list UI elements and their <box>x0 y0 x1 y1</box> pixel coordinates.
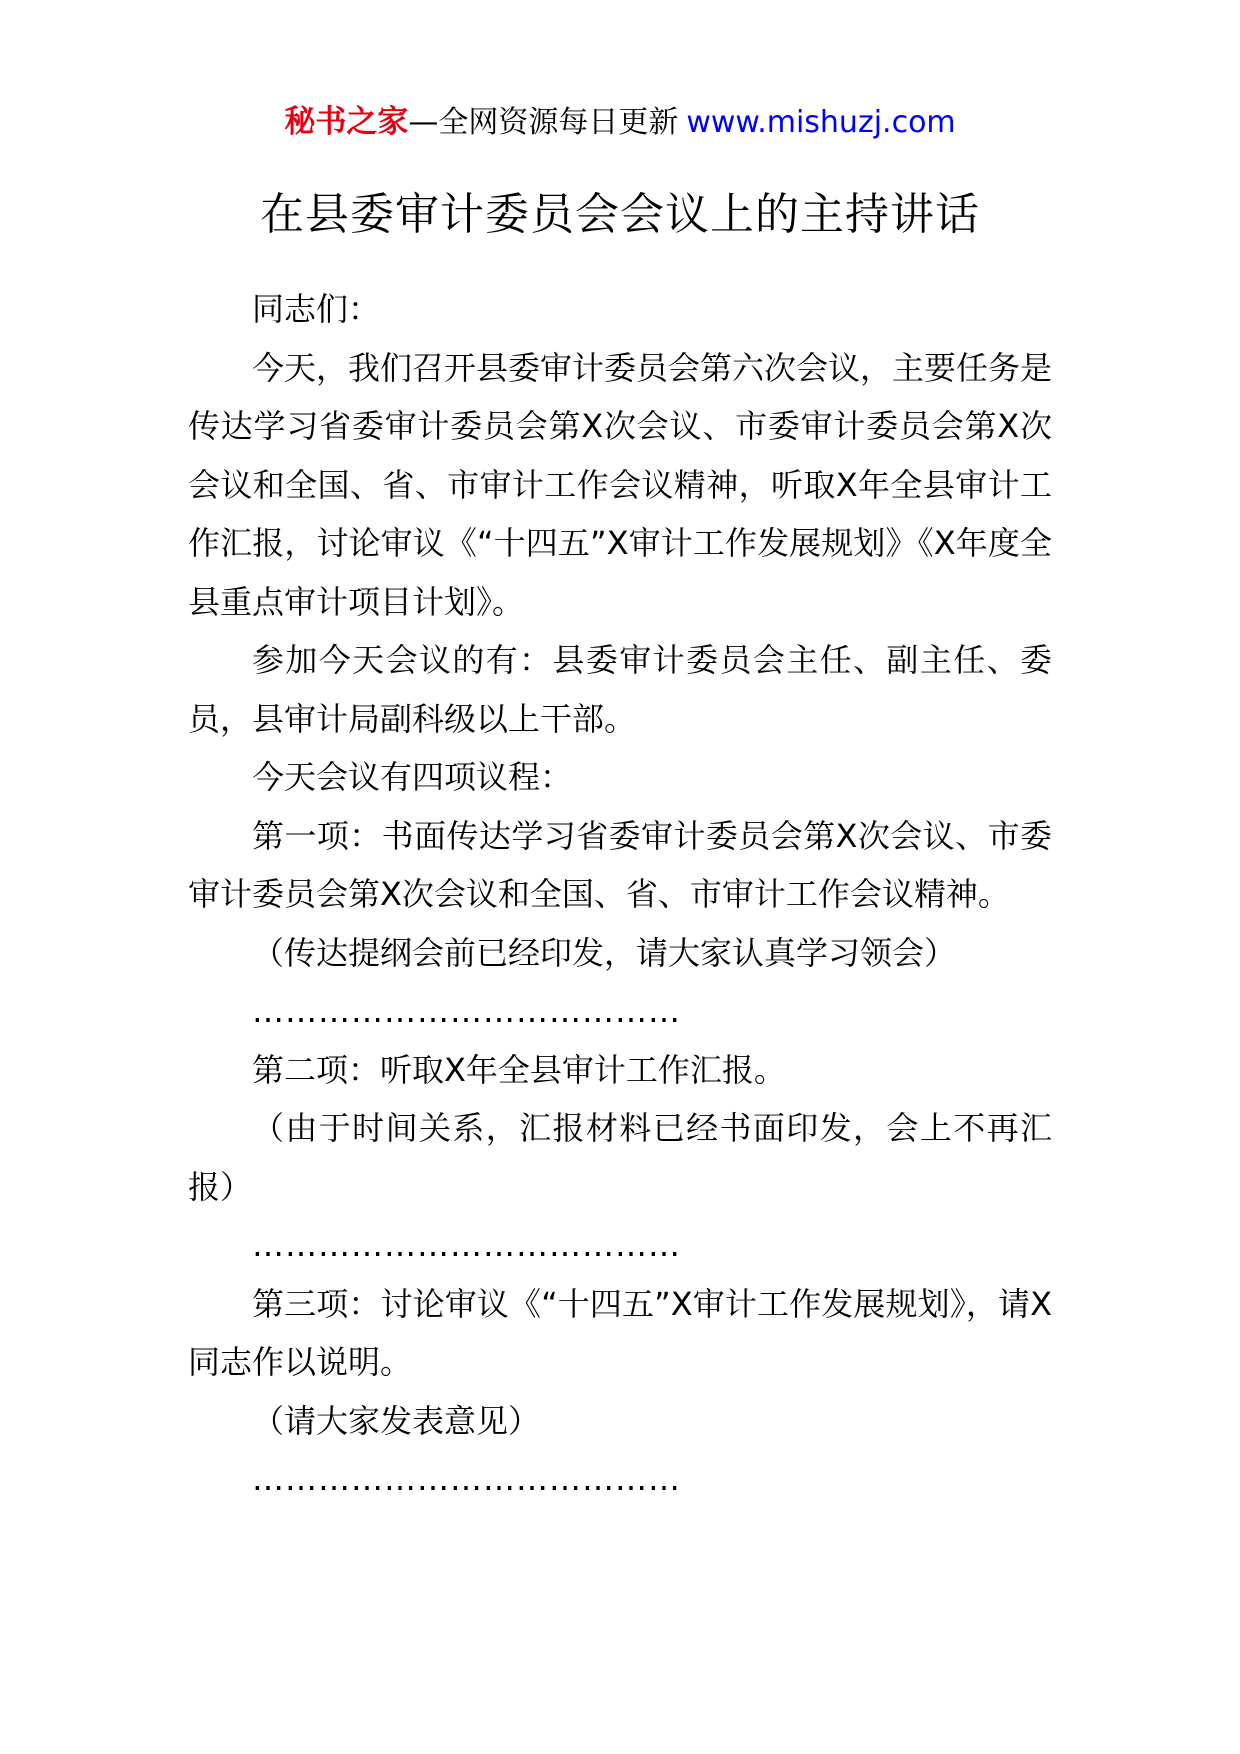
ellipsis-separator: ………………………………… <box>252 1460 681 1498</box>
document-title: 在县委审计委员会会议上的主持讲话 <box>260 189 980 240</box>
paragraph-item-one: 第一项：书面传达学习省委审计委员会第X次会议、市委审计委员会第X次会议和全国、省、市审计工作会议精神。 <box>188 816 1052 913</box>
paragraph-agenda-intro: 今天会议有四项议程： <box>252 758 573 796</box>
paragraph-greeting: 同志们： <box>252 290 381 328</box>
paragraph-item-two-note: （由于时间关系，汇报材料已经书面印发，会上不再汇报） <box>188 1109 1052 1206</box>
paragraph-item-one-note: （传达提纲会前已经印发，请大家认真学习领会） <box>252 933 957 972</box>
site-url-link[interactable]: www.mishuzj.com <box>686 105 956 140</box>
paragraph-item-three-note: （请大家发表意见） <box>252 1401 541 1440</box>
paragraph-attendees: 参加今天会议的有：县委审计委员会主任、副主任、委员，县审计局副科级以上干部。 <box>188 641 1052 738</box>
paragraph-item-two: 第二项：听取X年全县审计工作汇报。 <box>252 1050 786 1089</box>
ellipsis-separator: ………………………………… <box>252 992 681 1030</box>
ellipsis-separator: ………………………………… <box>252 1226 681 1264</box>
paragraph-item-three: 第三项：讨论审议《“十四五”X审计工作发展规划》，请X同志作以说明。 <box>188 1284 1052 1381</box>
site-header <box>0 102 1240 143</box>
brand-name: 秘书之家 <box>284 104 409 140</box>
document-body <box>188 280 1052 1509</box>
paragraph-intro: 今天，我们召开县委审计委员会第六次会议，主要任务是传达学习省委审计委员会第X次会议、市委审计委员会第X次会议和全国、省、市审计工作会议精神，听取X年全县审计工作汇报，讨论审议《“十四五”X审计工作发展规划》《X年度全县重点审计项目计划》。 <box>188 348 1053 621</box>
brand-slogan: —全网资源每日更新 <box>408 105 679 140</box>
